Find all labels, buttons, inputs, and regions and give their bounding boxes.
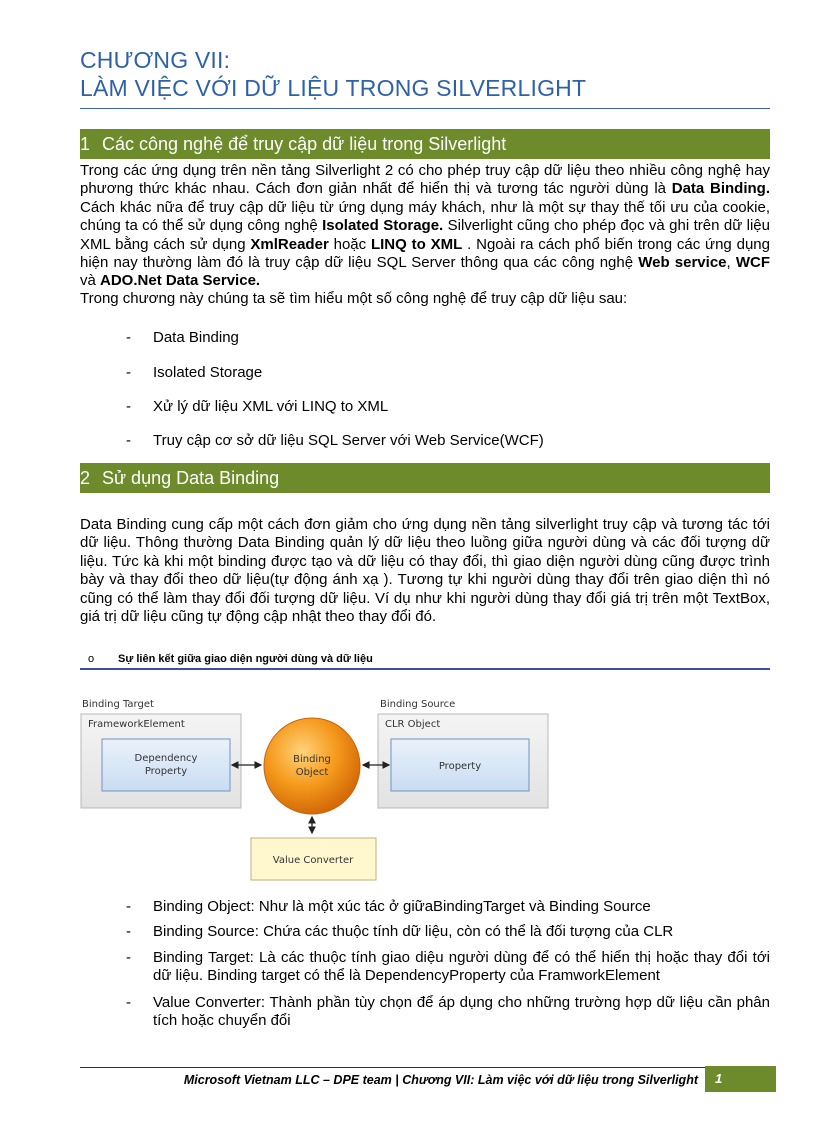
para-bold-data-binding: Data Binding. <box>671 180 770 198</box>
page-number: 1 <box>705 1066 776 1092</box>
list-item-text: Binding Object: Như là một xúc tác ở giữaBindingTarget và Binding Source <box>153 898 651 915</box>
bullet-dash: - <box>126 898 131 915</box>
binding-object-circle <box>264 718 360 814</box>
caption-bullet-icon: o <box>88 653 95 665</box>
para-bold-xmlreader: XmlReader <box>250 235 329 253</box>
title-divider <box>80 108 770 109</box>
bullet-dash: - <box>126 329 131 346</box>
section-2-number: 2 <box>80 468 91 488</box>
list-item-text: Isolated Storage <box>153 364 263 381</box>
binding-target-label: Binding Target <box>82 699 154 710</box>
footer-divider <box>80 1067 705 1068</box>
caption-divider <box>80 668 770 670</box>
chapter-title-line2: LÀM VIỆC VỚI DỮ LIỆU TRONG SILVERLIGHT <box>80 75 587 101</box>
section-2-title: Sử dụng Data Binding <box>102 468 280 488</box>
framework-element-label: FrameworkElement <box>88 719 185 730</box>
binding-source-label: Binding Source <box>380 699 456 710</box>
bullet-dash: - <box>126 432 131 449</box>
bullet-dash: - <box>126 994 131 1011</box>
para-text: Trong các ứng dụng trên nền tảng Silverlight 2 có cho phép truy cập dữ liệu theo nhiều công nghệ hay phương thức khác nhau. Cách đơn giản nhất để hiển thị và tương tác người dùng là <box>80 162 770 198</box>
list-item-text: Data Binding <box>153 329 239 346</box>
section-1-heading <box>80 129 770 159</box>
section-2-heading <box>80 463 770 493</box>
list-item-text: Value Converter: Thành phần tùy chọn để áp dụng cho những trường hợp dữ liệu cần phân tích hoặc chuyển đổi <box>153 994 770 1030</box>
para-bold-web-service: Web service <box>638 254 727 272</box>
binding-diagram <box>80 693 550 885</box>
list-item-text: Binding Source: Chứa các thuộc tính dữ liệu, còn có thể là đối tượng của CLR <box>153 923 674 940</box>
binding-object-label: Object <box>295 767 329 778</box>
dependency-property-box <box>102 739 230 791</box>
para-bold-ado-net: ADO.Net Data Service. <box>100 272 261 290</box>
section-1-paragraph <box>80 162 770 291</box>
para-bold-linq: LINQ to XML <box>370 235 463 253</box>
section-1-title: Các công nghệ để truy cập dữ liệu trong Silverlight <box>102 134 507 154</box>
para-bold-isolated-storage: Isolated Storage. <box>322 217 444 235</box>
caption-text: Sự liên kết giữa giao diện người dùng và dữ liệu <box>118 653 373 665</box>
bullet-dash: - <box>126 364 131 381</box>
chapter-title <box>80 46 770 102</box>
dependency-property-label: Property <box>144 766 188 777</box>
value-converter-label: Value Converter <box>272 855 354 866</box>
footer-text: Microsoft Vietnam LLC – DPE team | Chương VII: Làm việc với dữ liệu trong Silverlight <box>183 1073 698 1087</box>
chapter-title-line1: CHƯƠNG VII: <box>80 47 231 73</box>
section-1-number: 1 <box>80 134 91 154</box>
bullet-dash: - <box>126 398 131 415</box>
list-item-text: Binding Target: Là các thuộc tính giao diệu người dùng để có thể hiển thị hoặc thay đổi tới dữ liệu. Binding target có thể là DependencyProperty của FramworkElement <box>153 949 770 985</box>
list-item-text: Truy cập cơ sở dữ liệu SQL Server với Web Service(WCF) <box>153 432 544 449</box>
bullet-dash: - <box>126 923 131 940</box>
para-text: hoặc <box>328 235 371 253</box>
bullet-dash: - <box>126 949 131 966</box>
binding-object-label: Binding <box>293 754 331 765</box>
para-text: Cách khác nữa để truy cập dữ liệu từ ứng dụng máy khách, như là một sự thay thế tối ưu của cookie, chúng ta có thể sử dụng công nghệ <box>80 198 770 235</box>
para-text: Silverlight cũng cho phép đọc và ghi trên dữ liệu XML bằng cách sử dụng <box>80 217 770 253</box>
para-bold-wcf: WCF <box>735 254 770 272</box>
property-label: Property <box>438 761 482 772</box>
para-text: và <box>80 272 101 290</box>
diagram-caption <box>88 653 373 665</box>
list-item-text: Xử lý dữ liệu XML với LINQ to XML <box>153 398 389 415</box>
section-2-paragraph: Data Binding cung cấp một cách đơn giảm cho ứng dụng nền tảng silverlight truy cập và tương tác tới dữ liệu. Thông thường Data Binding quản lý dữ liệu theo luồng giữa người dùng và các đối tượng dữ liệu. Tức kà khi một binding được tạo và dữ liệu có thay đổi, thì giao diện người dùng cũng được trình bày và thay đổi theo dữ liệu(tự động ánh xạ ). Tương tự khi người dùng thay đổi trên giao diện thì nó cũng có thể làm thay đổi đối tượng dữ liệu. Ví dụ như khi người dùng thay đổi giá trị trên một TextBox, giá trị dữ liệu cũng tự động cập nhật theo thay đổi đó. <box>80 516 770 626</box>
clr-object-label: CLR Object <box>385 719 441 730</box>
dependency-property-label: Dependency <box>134 753 198 764</box>
para-text: , <box>726 254 736 272</box>
para-text: . Ngoài ra cách phổ biến trong các ứng dụng hiện nay thường làm đó là truy cập dữ liệu SQL Server thông qua các công nghệ <box>80 235 770 272</box>
section-1-intro: Trong chương này chúng ta sẽ tìm hiểu một số công nghệ để truy cập dữ liệu sau: <box>80 290 628 307</box>
